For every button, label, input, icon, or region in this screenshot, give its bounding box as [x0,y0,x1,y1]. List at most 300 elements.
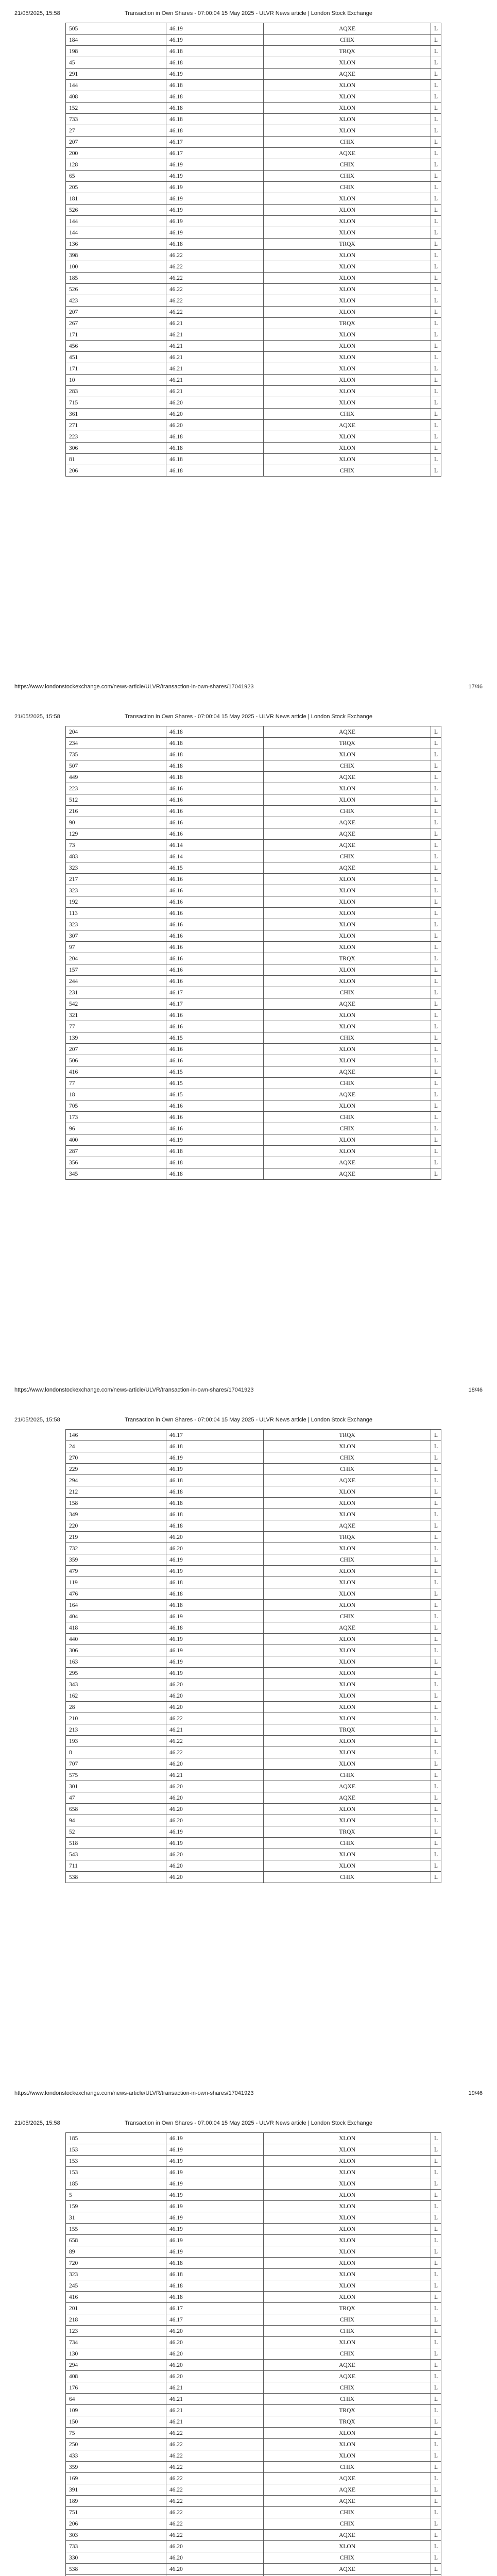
price-cell: 46.15 [166,1032,263,1044]
volume-cell: 144 [66,80,166,91]
price-cell: 46.20 [166,409,263,420]
venue-cell: CHIX [264,2518,431,2530]
table-row [66,261,441,273]
price-cell: 46.21 [166,2416,263,2428]
table-row [66,2428,441,2439]
venue-cell: XLON [264,114,431,125]
volume-cell: 206 [66,2518,166,2530]
venue-cell: XLON [264,1668,431,1679]
price-cell: 46.18 [166,239,263,250]
volume-cell: 229 [66,1464,166,1475]
truncated-cell: L [431,205,441,216]
truncated-cell: L [431,1123,441,1134]
volume-cell: 94 [66,1815,166,1826]
venue-cell: XLON [264,103,431,114]
table-row [66,1826,441,1838]
truncated-cell: L [431,1758,441,1770]
volume-cell: 294 [66,2360,166,2371]
price-cell: 46.20 [166,2337,263,2348]
venue-cell: XLON [264,2156,431,2167]
print-title: Transaction in Own Shares - 07:00:04 15 May 2025 - ULVR News article | London Stock Exchange [125,10,372,16]
venue-cell: XLON [264,307,431,318]
truncated-cell: L [431,2496,441,2507]
volume-cell: 538 [66,1872,166,1883]
price-cell: 46.20 [166,1690,263,1702]
volume-cell: 130 [66,2348,166,2360]
price-cell: 46.21 [166,1770,263,1781]
page-url: https://www.londonstockexchange.com/news-article/ULVR/transaction-in-own-shares/17041923 [14,1387,254,1393]
table-row [66,1055,441,1066]
volume-cell: 505 [66,23,166,35]
truncated-cell: L [431,862,441,874]
table-row [66,329,441,341]
volume-cell: 10 [66,375,166,386]
venue-cell: AQXE [264,2371,431,2382]
volume-cell: 303 [66,2530,166,2541]
price-cell: 46.16 [166,1055,263,1066]
volume-cell: 270 [66,1452,166,1464]
price-cell: 46.19 [166,1634,263,1645]
volume-cell: 218 [66,2314,166,2326]
venue-cell: CHIX [264,1464,431,1475]
price-cell: 46.17 [166,148,263,159]
table-row [66,2484,441,2496]
volume-cell: 200 [66,148,166,159]
venue-cell: XLON [264,352,431,363]
truncated-cell: L [431,216,441,227]
venue-cell: CHIX [264,1112,431,1123]
volume-cell: 321 [66,1010,166,1021]
truncated-cell: L [431,1792,441,1804]
venue-cell: XLON [264,329,431,341]
truncated-cell: L [431,772,441,783]
price-cell: 46.20 [166,397,263,409]
venue-cell: XLON [264,1702,431,1713]
price-cell: 46.18 [166,772,263,783]
venue-cell: XLON [264,295,431,307]
venue-cell: AQXE [264,1781,431,1792]
table-row [66,375,441,386]
volume-cell: 398 [66,250,166,261]
table-row [66,103,441,114]
truncated-cell: L [431,1452,441,1464]
venue-cell: XLON [264,2292,431,2303]
table-row [66,1804,441,1815]
price-cell: 46.18 [166,1168,263,1180]
venue-cell: AQXE [264,828,431,840]
volume-cell: 89 [66,2246,166,2258]
price-cell: 46.19 [166,1554,263,1566]
price-cell: 46.19 [166,159,263,171]
price-cell: 46.17 [166,1430,263,1441]
table-row [66,2530,441,2541]
document-page [0,2110,497,2576]
venue-cell: XLON [264,930,431,942]
price-cell: 46.16 [166,1010,263,1021]
table-row [66,1577,441,1588]
volume-cell: 81 [66,454,166,465]
price-cell: 46.18 [166,1475,263,1486]
price-cell: 46.18 [166,103,263,114]
price-cell: 46.18 [166,760,263,772]
table-row [66,998,441,1010]
venue-cell: XLON [264,976,431,987]
venue-cell: XLON [264,1747,431,1758]
price-cell: 46.21 [166,375,263,386]
venue-cell: XLON [264,2235,431,2246]
truncated-cell: L [431,2303,441,2314]
volume-cell: 5 [66,2190,166,2201]
price-cell: 46.22 [166,2496,263,2507]
truncated-cell: L [431,726,441,738]
venue-cell: XLON [264,2428,431,2439]
volume-cell: 575 [66,1770,166,1781]
volume-cell: 715 [66,397,166,409]
volume-cell: 64 [66,2394,166,2405]
volume-cell: 201 [66,2303,166,2314]
price-cell: 46.20 [166,1792,263,1804]
venue-cell: XLON [264,1600,431,1611]
volume-cell: 349 [66,1509,166,1520]
price-cell: 46.19 [166,2190,263,2201]
truncated-cell: L [431,2473,441,2484]
volume-cell: 735 [66,749,166,760]
table-row [66,874,441,885]
truncated-cell: L [431,2371,441,2382]
table-row [66,1792,441,1804]
price-cell: 46.22 [166,1713,263,1724]
table-row [66,352,441,363]
truncated-cell: L [431,2246,441,2258]
price-cell: 46.20 [166,1781,263,1792]
volume-cell: 283 [66,386,166,397]
table-row [66,2518,441,2530]
price-cell: 46.19 [166,182,263,193]
volume-cell: 245 [66,2280,166,2292]
print-header [14,1417,483,1425]
page-url: https://www.londonstockexchange.com/news-article/ULVR/transaction-in-own-shares/17041923 [14,2090,254,2096]
print-footer [14,1387,483,1395]
table-row [66,1600,441,1611]
price-cell: 46.19 [166,1566,263,1577]
volume-cell: 707 [66,1758,166,1770]
table-row [66,2348,441,2360]
table-row [66,1622,441,1634]
venue-cell: XLON [264,2133,431,2144]
volume-cell: 400 [66,1134,166,1146]
truncated-cell: L [431,2530,441,2541]
table-row [66,397,441,409]
table-row [66,2371,441,2382]
price-cell: 46.22 [166,284,263,295]
table-row [66,772,441,783]
table-row [66,1554,441,1566]
price-cell: 46.19 [166,227,263,239]
volume-cell: 733 [66,2541,166,2552]
venue-cell: XLON [264,1656,431,1668]
truncated-cell: L [431,1679,441,1690]
truncated-cell: L [431,409,441,420]
venue-cell: CHIX [264,1452,431,1464]
truncated-cell: L [431,987,441,998]
venue-cell: XLON [264,2190,431,2201]
table-row [66,1838,441,1849]
price-cell: 46.19 [166,2246,263,2258]
table-row [66,749,441,760]
venue-cell: TRQX [264,318,431,329]
table-row [66,2190,441,2201]
volume-cell: 356 [66,1157,166,1168]
truncated-cell: L [431,749,441,760]
volume-cell: 323 [66,2269,166,2280]
print-footer [14,684,483,692]
price-cell: 46.20 [166,2552,263,2564]
volume-cell: 456 [66,341,166,352]
table-row [66,1679,441,1690]
table-row [66,1588,441,1600]
truncated-cell: L [431,896,441,908]
table-row [66,1668,441,1679]
volume-cell: 163 [66,1656,166,1668]
venue-cell: XLON [264,125,431,137]
volume-cell: 113 [66,908,166,919]
price-cell: 46.19 [166,1656,263,1668]
venue-cell: TRQX [264,2405,431,2416]
truncated-cell: L [431,885,441,896]
truncated-cell: L [431,1577,441,1588]
venue-cell: XLON [264,1849,431,1860]
venue-cell: XLON [264,284,431,295]
price-cell: 46.22 [166,1747,263,1758]
venue-cell: XLON [264,2224,431,2235]
price-cell: 46.18 [166,2292,263,2303]
venue-cell: AQXE [264,69,431,80]
price-cell: 46.21 [166,2382,263,2394]
venue-cell: XLON [264,431,431,443]
price-cell: 46.19 [166,216,263,227]
volume-cell: 244 [66,976,166,987]
table-row [66,1520,441,1532]
print-title: Transaction in Own Shares - 07:00:04 15 May 2025 - ULVR News article | London Stock Exchange [125,1417,372,1423]
truncated-cell: L [431,840,441,851]
truncated-cell: L [431,284,441,295]
table-row [66,783,441,794]
table-row [66,2507,441,2518]
truncated-cell: L [431,114,441,125]
table-row [66,1656,441,1668]
price-cell: 46.22 [166,2450,263,2462]
venue-cell: CHIX [264,2462,431,2473]
price-cell: 46.22 [166,2473,263,2484]
price-cell: 46.18 [166,80,263,91]
truncated-cell: L [431,295,441,307]
price-cell: 46.16 [166,896,263,908]
venue-cell: AQXE [264,23,431,35]
venue-cell: XLON [264,964,431,976]
truncated-cell: L [431,953,441,964]
table-row [66,1123,441,1134]
table-row [66,1509,441,1520]
truncated-cell: L [431,159,441,171]
truncated-cell: L [431,1770,441,1781]
truncated-cell: L [431,2314,441,2326]
table-row [66,1486,441,1498]
table-row [66,1157,441,1168]
truncated-cell: L [431,261,441,273]
table-row [66,1860,441,1872]
venue-cell: AQXE [264,840,431,851]
table-row [66,318,441,329]
price-cell: 46.16 [166,919,263,930]
volume-cell: 173 [66,1112,166,1123]
venue-cell: AQXE [264,2484,431,2496]
venue-cell: TRQX [264,46,431,57]
truncated-cell: L [431,1168,441,1180]
volume-cell: 267 [66,318,166,329]
volume-cell: 416 [66,2292,166,2303]
table-row [66,171,441,182]
volume-cell: 109 [66,2405,166,2416]
price-cell: 46.18 [166,1146,263,1157]
table-row [66,2133,441,2144]
venue-cell: XLON [264,1860,431,1872]
truncated-cell: L [431,1089,441,1100]
table-row [66,2224,441,2235]
price-cell: 46.20 [166,2360,263,2371]
truncated-cell: L [431,1713,441,1724]
table-row [66,2212,441,2224]
truncated-cell: L [431,1826,441,1838]
table-row [66,227,441,239]
table-row [66,2382,441,2394]
volume-cell: 658 [66,2235,166,2246]
venue-cell: XLON [264,1441,431,1452]
table-row [66,1044,441,1055]
price-cell: 46.20 [166,420,263,431]
volume-cell: 47 [66,1792,166,1804]
volume-cell: 158 [66,1498,166,1509]
table-row [66,239,441,250]
price-cell: 46.19 [166,205,263,216]
price-cell: 46.15 [166,1089,263,1100]
venue-cell: XLON [264,1509,431,1520]
venue-cell: XLON [264,885,431,896]
table-row [66,35,441,46]
volume-cell: 404 [66,1611,166,1622]
truncated-cell: L [431,1430,441,1441]
volume-cell: 291 [66,69,166,80]
price-cell: 46.17 [166,998,263,1010]
price-cell: 46.18 [166,114,263,125]
venue-cell: XLON [264,363,431,375]
venue-cell: XLON [264,1146,431,1157]
venue-cell: TRQX [264,738,431,749]
price-cell: 46.16 [166,817,263,828]
price-cell: 46.21 [166,2394,263,2405]
table-row [66,1441,441,1452]
venue-cell: CHIX [264,2507,431,2518]
volume-cell: 542 [66,998,166,1010]
price-cell: 46.20 [166,2541,263,2552]
truncated-cell: L [431,69,441,80]
venue-cell: XLON [264,2258,431,2269]
truncated-cell: L [431,420,441,431]
volume-cell: 408 [66,91,166,103]
table-row [66,964,441,976]
table-row [66,1736,441,1747]
venue-cell: AQXE [264,2564,431,2575]
truncated-cell: L [431,1498,441,1509]
price-cell: 46.22 [166,2530,263,2541]
volume-cell: 45 [66,57,166,69]
volume-cell: 129 [66,828,166,840]
volume-cell: 153 [66,2167,166,2178]
volume-cell: 210 [66,1713,166,1724]
table-row [66,2439,441,2450]
truncated-cell: L [431,352,441,363]
table-row [66,420,441,431]
truncated-cell: L [431,2564,441,2575]
venue-cell: CHIX [264,2382,431,2394]
price-cell: 46.20 [166,1758,263,1770]
venue-cell: XLON [264,874,431,885]
truncated-cell: L [431,930,441,942]
venue-cell: XLON [264,2280,431,2292]
volume-cell: 223 [66,783,166,794]
venue-cell: XLON [264,1021,431,1032]
price-cell: 46.19 [166,23,263,35]
truncated-cell: L [431,2133,441,2144]
volume-cell: 538 [66,2564,166,2575]
volume-cell: 184 [66,35,166,46]
table-row [66,284,441,295]
truncated-cell: L [431,2258,441,2269]
venue-cell: XLON [264,783,431,794]
truncated-cell: L [431,1078,441,1089]
price-cell: 46.21 [166,352,263,363]
price-cell: 46.22 [166,2507,263,2518]
price-cell: 46.21 [166,318,263,329]
volume-cell: 159 [66,2201,166,2212]
truncated-cell: L [431,148,441,159]
table-row [66,1815,441,1826]
truncated-cell: L [431,1645,441,1656]
venue-cell: XLON [264,2167,431,2178]
table-row [66,976,441,987]
volume-cell: 65 [66,171,166,182]
truncated-cell: L [431,2212,441,2224]
volume-cell: 408 [66,2371,166,2382]
price-cell: 46.18 [166,1520,263,1532]
volume-cell: 294 [66,1475,166,1486]
price-cell: 46.16 [166,930,263,942]
venue-cell: XLON [264,1588,431,1600]
price-cell: 46.20 [166,1702,263,1713]
table-row [66,726,441,738]
truncated-cell: L [431,454,441,465]
price-cell: 46.15 [166,1066,263,1078]
price-cell: 46.22 [166,2484,263,2496]
venue-cell: CHIX [264,806,431,817]
volume-cell: 295 [66,1668,166,1679]
table-row [66,1078,441,1089]
volume-cell: 169 [66,2473,166,2484]
truncated-cell: L [431,1690,441,1702]
venue-cell: XLON [264,1634,431,1645]
table-row [66,23,441,35]
volume-cell: 189 [66,2496,166,2507]
venue-cell: XLON [264,193,431,205]
